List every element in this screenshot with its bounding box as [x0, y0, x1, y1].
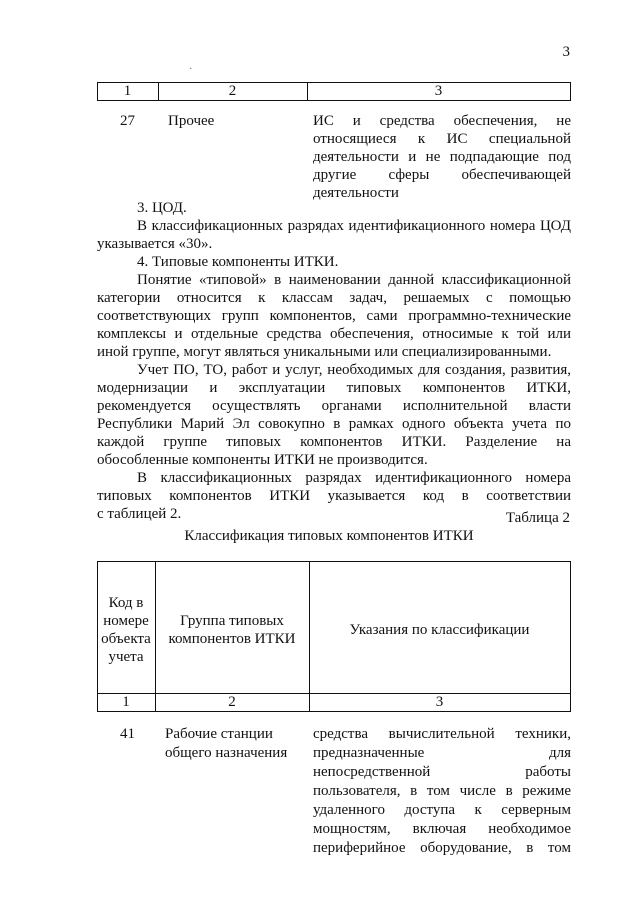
header-line: учета: [108, 649, 144, 665]
paragraph-line: соответствующих групп компонентов, сами программно-технические: [97, 308, 571, 324]
table-border: [570, 83, 571, 100]
description-line: ИС и средства обеспечения, не: [313, 113, 571, 129]
description-line: пользователя, в том числе в режиме: [313, 783, 571, 799]
column-number: 3: [434, 83, 443, 99]
section-4: [97, 253, 571, 523]
paragraph: [97, 469, 571, 523]
description-line: удаленного доступа к серверным: [313, 802, 571, 818]
scan-mark: ·: [189, 64, 193, 75]
header-line: номере: [103, 613, 149, 629]
paragraph-line: Понятие «типовой» в наименовании данной классификационной: [137, 272, 571, 288]
paragraph-line: модернизации и эксплуатации типовых компонентов ИТКИ,: [97, 380, 571, 396]
description-line: относящиеся к ИС специальной: [313, 131, 571, 147]
paragraph-line: рекомендуется осуществлять органами исполнительной власти: [97, 398, 571, 414]
paragraph-line: категории относится к классам задач, решаемых с помощью: [97, 290, 571, 306]
paragraph-line: указывается «30».: [97, 236, 213, 252]
section-heading: 3. ЦОД.: [137, 200, 187, 216]
header-line: Группа типовых: [180, 613, 284, 629]
group-line: Рабочие станции: [165, 726, 273, 742]
row-group: Прочее: [168, 113, 215, 129]
description-line: непосредственной работы: [313, 764, 571, 780]
header-code: [97, 594, 155, 666]
header-line: объекта: [101, 631, 151, 647]
description-line: периферийное оборудование, в том: [313, 840, 571, 856]
description-line: предназначенные для: [313, 745, 571, 761]
paragraph-line: В классификационных разрядах идентификационного номера: [137, 470, 571, 486]
column-number: 2: [228, 83, 237, 99]
table-label: Таблица 2: [505, 510, 570, 526]
paragraph-line: иной группе, могут являться уникальными или специализированными.: [97, 344, 552, 360]
header-line: компонентов ИТКИ: [168, 631, 296, 647]
paragraph-line: В классификационных разрядах идентификационного номера ЦОД: [137, 218, 571, 234]
paragraph-line: обособленные компоненты ИТКИ не производится.: [97, 452, 428, 468]
row-code: 27: [120, 113, 135, 129]
description-line: деятельности и не подпадающие под: [313, 149, 571, 165]
table-title: Классификация типовых компонентов ИТКИ: [184, 528, 474, 544]
description-line: деятельности: [313, 185, 399, 201]
column-number: 1: [123, 83, 132, 99]
description-line: другие сферы обеспечивающей: [313, 167, 571, 183]
row-group: [165, 725, 300, 763]
description-line: средства вычислительной техники,: [313, 726, 571, 742]
paragraph-line: комплексы и отдельные средства обеспечения, относимые к той или: [97, 326, 571, 342]
paragraph: [97, 361, 571, 469]
table2-header: [97, 561, 571, 712]
section-heading: 4. Типовые компоненты ИТКИ.: [137, 254, 339, 270]
table1-column-numbers: [97, 82, 571, 101]
row-description: [313, 725, 571, 858]
column-number: 3: [435, 694, 444, 710]
paragraph: [97, 271, 571, 361]
column-number: 1: [122, 694, 130, 710]
row-description: [313, 112, 571, 202]
description-line: мощностям, включая необходимое: [313, 821, 571, 837]
paragraph-line: типовых компонентов ИТКИ указывается код в соответствии: [97, 488, 571, 504]
column-number: 2: [228, 694, 236, 710]
header-group: [155, 612, 309, 648]
header-guidance: Указания по классификации: [349, 622, 530, 638]
paragraph-line: с таблицей 2.: [97, 506, 182, 522]
section-3: [97, 199, 571, 253]
group-line: общего назначения: [165, 745, 288, 761]
table-border: [570, 562, 571, 711]
row-code: 41: [120, 726, 135, 742]
page-number: 3: [562, 44, 570, 60]
paragraph-line: каждой группе типовых компонентов ИТКИ. Разделение на: [97, 434, 571, 450]
paragraph-line: Учет ПО, ТО, работ и услуг, необходимых для создания, развития,: [137, 362, 571, 378]
header-line: Код в: [108, 595, 144, 611]
paragraph-line: Республики Марий Эл совокупно в рамках одного объекта учета по: [97, 416, 571, 432]
